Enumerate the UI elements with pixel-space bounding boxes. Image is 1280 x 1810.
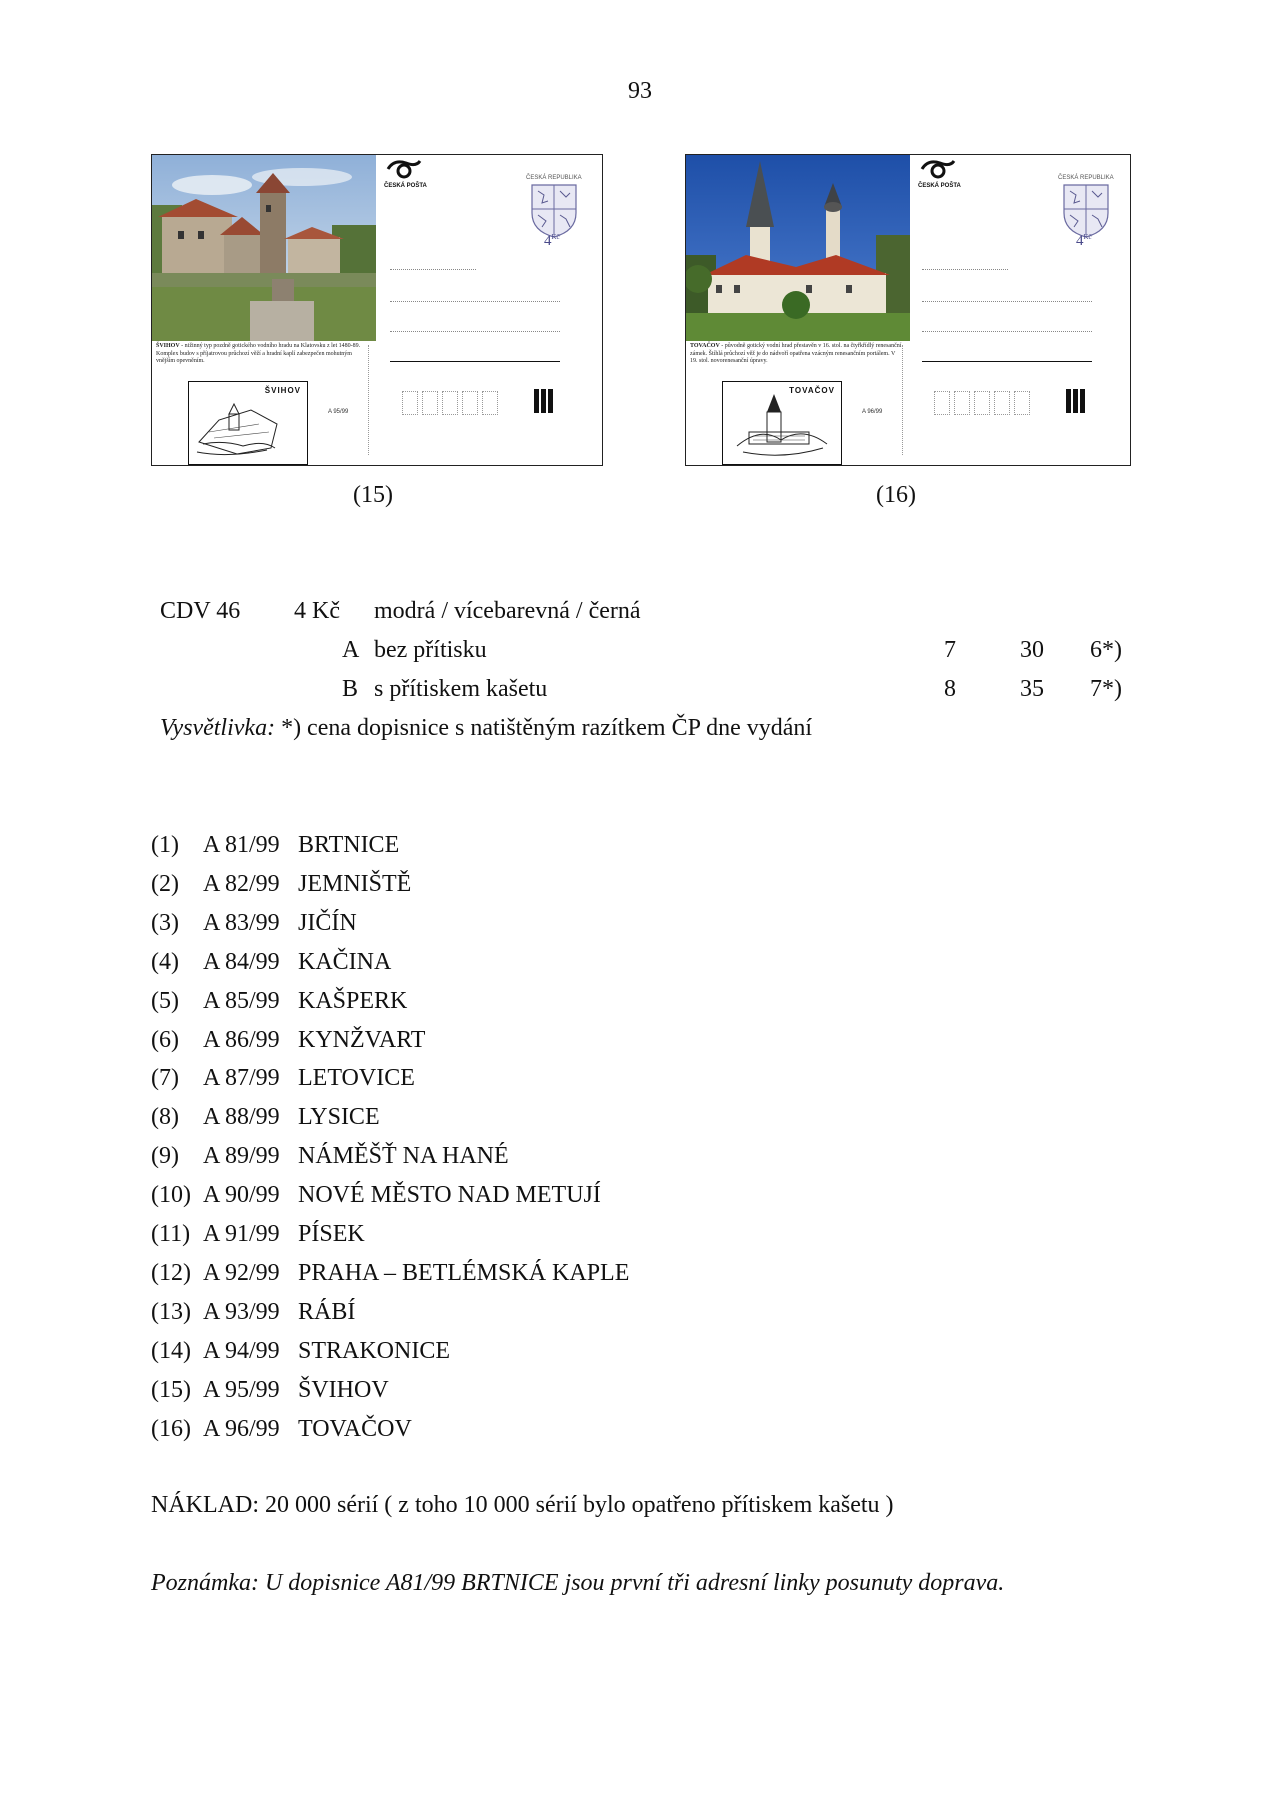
item-code: A 89/99 [203,1143,280,1170]
variant-letter: B [342,676,359,702]
item-place-name: NÁMĚŠŤ NA HANÉ [298,1143,509,1170]
address-line [922,361,1092,362]
item-code: A 96/99 [203,1415,280,1442]
item-place-name: LETOVICE [298,1065,415,1092]
variant-price: 7 [944,637,956,663]
postcode-box [1014,391,1030,415]
list-item [151,1104,380,1131]
item-number: (9) [151,1143,179,1170]
item-code: A 94/99 [203,1337,280,1364]
item-code: A 84/99 [203,948,280,975]
item-number: (4) [151,948,179,975]
catalog-colors: modrá / vícebarevná / černá [374,598,641,624]
figure-label-15: (15) [353,482,393,508]
print-run: NÁKLAD: 20 000 sérií ( z toho 10 000 sérií bylo opatřeno přítiskem kašetu ) [151,1492,894,1518]
item-code: A 88/99 [203,1104,280,1131]
barcode-marks [1066,389,1090,413]
republic-label: ČESKÁ REPUBLIKA [1058,175,1114,181]
variant-price: 30 [1020,637,1044,663]
item-place-name: KAŠPERK [298,987,408,1014]
cachet-stamp-tovacov [722,381,842,465]
castle-photo-svihov [152,155,376,341]
variant-description: bez přítisku [374,637,487,663]
postcode-box [934,391,950,415]
post-name: ČESKÁ POŠTA [384,183,427,189]
variant-price: 6*) [1090,637,1122,663]
figure-label-16: (16) [876,482,916,508]
item-place-name: TOVAČOV [298,1415,412,1442]
item-number: (6) [151,1026,179,1053]
remark: Poznámka: U dopisnice A81/99 BRTNICE jsou první tři adresní linky posunuty doprava. [151,1570,1005,1596]
item-number: (12) [151,1259,191,1286]
item-code: A 87/99 [203,1065,280,1092]
czech-post-horn-icon [918,159,958,183]
list-item [151,987,408,1015]
face-value: $4^{Kč}$ [544,233,560,249]
postcode-box [402,391,418,415]
item-place-name: KAČINA [298,948,392,975]
item-code: A 92/99 [203,1259,280,1286]
variant-letter: A [342,637,360,663]
castle-photo-tovacov [686,155,910,341]
list-item [151,1026,426,1054]
postcode-box [422,391,438,415]
coat-of-arms-icon [528,181,580,239]
item-code: A 83/99 [203,909,280,936]
list-item [151,1065,415,1092]
variant-description: s přítiskem kašetu [374,676,548,702]
item-number: (14) [151,1337,191,1364]
item-number: (2) [151,870,179,897]
explanation-note: Vysvětlivka: *) cena dopisnice s natištěným razítkem ČP dne vydání [160,715,813,741]
address-line [922,269,1008,270]
item-code: A 82/99 [203,870,280,897]
item-code: A 86/99 [203,1026,280,1053]
cachet-title: ŠVIHOV [264,386,301,395]
list-item [151,909,357,937]
item-place-name: LYSICE [298,1104,380,1131]
list-item [151,1415,412,1443]
vertical-text-strip [368,345,373,455]
post-name: ČESKÁ POŠTA [918,183,961,189]
coat-of-arms-icon [1060,181,1112,239]
address-line [390,269,476,270]
item-place-name: PÍSEK [298,1221,365,1247]
item-number: (5) [151,987,179,1014]
item-place-name: JEMNIŠTĚ [298,870,412,897]
address-line [922,331,1092,332]
postcode-box [482,391,498,415]
cachet-stamp-svihov [188,381,308,465]
item-place-name: JIČÍN [298,909,357,936]
list-item [151,870,412,898]
item-number: (11) [151,1221,191,1247]
item-number: (15) [151,1376,191,1403]
list-item [151,832,400,859]
face-value: $4^{Kč}$ [1076,233,1092,249]
list-item [151,1337,451,1365]
barcode-marks [534,389,558,413]
address-line [390,331,560,332]
variant-price: 35 [1020,676,1044,702]
postcode-box [954,391,970,415]
republic-label: ČESKÁ REPUBLIKA [526,175,582,181]
cachet-title: TOVAČOV [789,386,835,395]
item-number: (7) [151,1065,179,1092]
card-caption: TOVAČOV - původně gotický vodní hrad přestavěn v 16. stol. na čtyřkřídlý renesanční zámek. Štíhlá průchozí věž je do nádvoří opatřena vzácným renesančním portálem. V 19. stol. novorenesanční úpravy. [690,343,902,364]
item-place-name: RÁBÍ [298,1298,356,1325]
catalog-value: 4 Kč [294,598,340,624]
czech-post-horn-icon [384,159,424,183]
list-item [151,1259,630,1287]
card-caption: ŠVIHOV - nižinný typ pozdně gotického vodního hradu na Klatovsku z let 1480-89. Komplex budov s příjatrovou průchozí věží a hradní kaplí zabezpečen mohutným vnějším opevněním. [156,343,361,364]
vertical-text-strip [902,345,907,455]
item-code: A 85/99 [203,987,280,1014]
postcode-box [974,391,990,415]
list-item [151,1298,356,1326]
list-item [151,1221,365,1248]
item-place-name: ŠVIHOV [298,1376,389,1403]
item-number: (3) [151,909,179,936]
catalog-number: CDV 46 [160,598,241,624]
item-number: (16) [151,1415,191,1442]
item-code: A 90/99 [203,1182,280,1209]
card-code: A 96/99 [862,409,883,415]
variant-price: 8 [944,676,956,702]
item-code: A 91/99 [203,1221,280,1247]
list-item [151,948,392,976]
postcode-box [994,391,1010,415]
item-code: A 81/99 [203,832,280,858]
address-line [390,301,560,302]
postcard-svihov [151,154,603,466]
item-place-name: KYNŽVART [298,1026,426,1053]
postcode-box [442,391,458,415]
postcode-box [462,391,478,415]
address-line [922,301,1092,302]
card-code: A 95/99 [328,409,349,415]
page-number: 93 [628,78,652,104]
item-code: A 93/99 [203,1298,280,1325]
list-item [151,1182,601,1209]
item-number: (8) [151,1104,179,1131]
item-code: A 95/99 [203,1376,280,1403]
variant-price: 7*) [1090,676,1122,702]
item-number: (10) [151,1182,191,1209]
address-line [390,361,560,362]
item-place-name: PRAHA – BETLÉMSKÁ KAPLE [298,1259,630,1286]
list-item [151,1143,509,1170]
item-place-name: BRTNICE [298,832,400,858]
list-item [151,1376,389,1404]
item-number: (1) [151,832,179,858]
item-place-name: STRAKONICE [298,1337,451,1364]
item-number: (13) [151,1298,191,1325]
postcard-tovacov [685,154,1131,466]
item-place-name: NOVÉ MĚSTO NAD METUJÍ [298,1182,601,1209]
